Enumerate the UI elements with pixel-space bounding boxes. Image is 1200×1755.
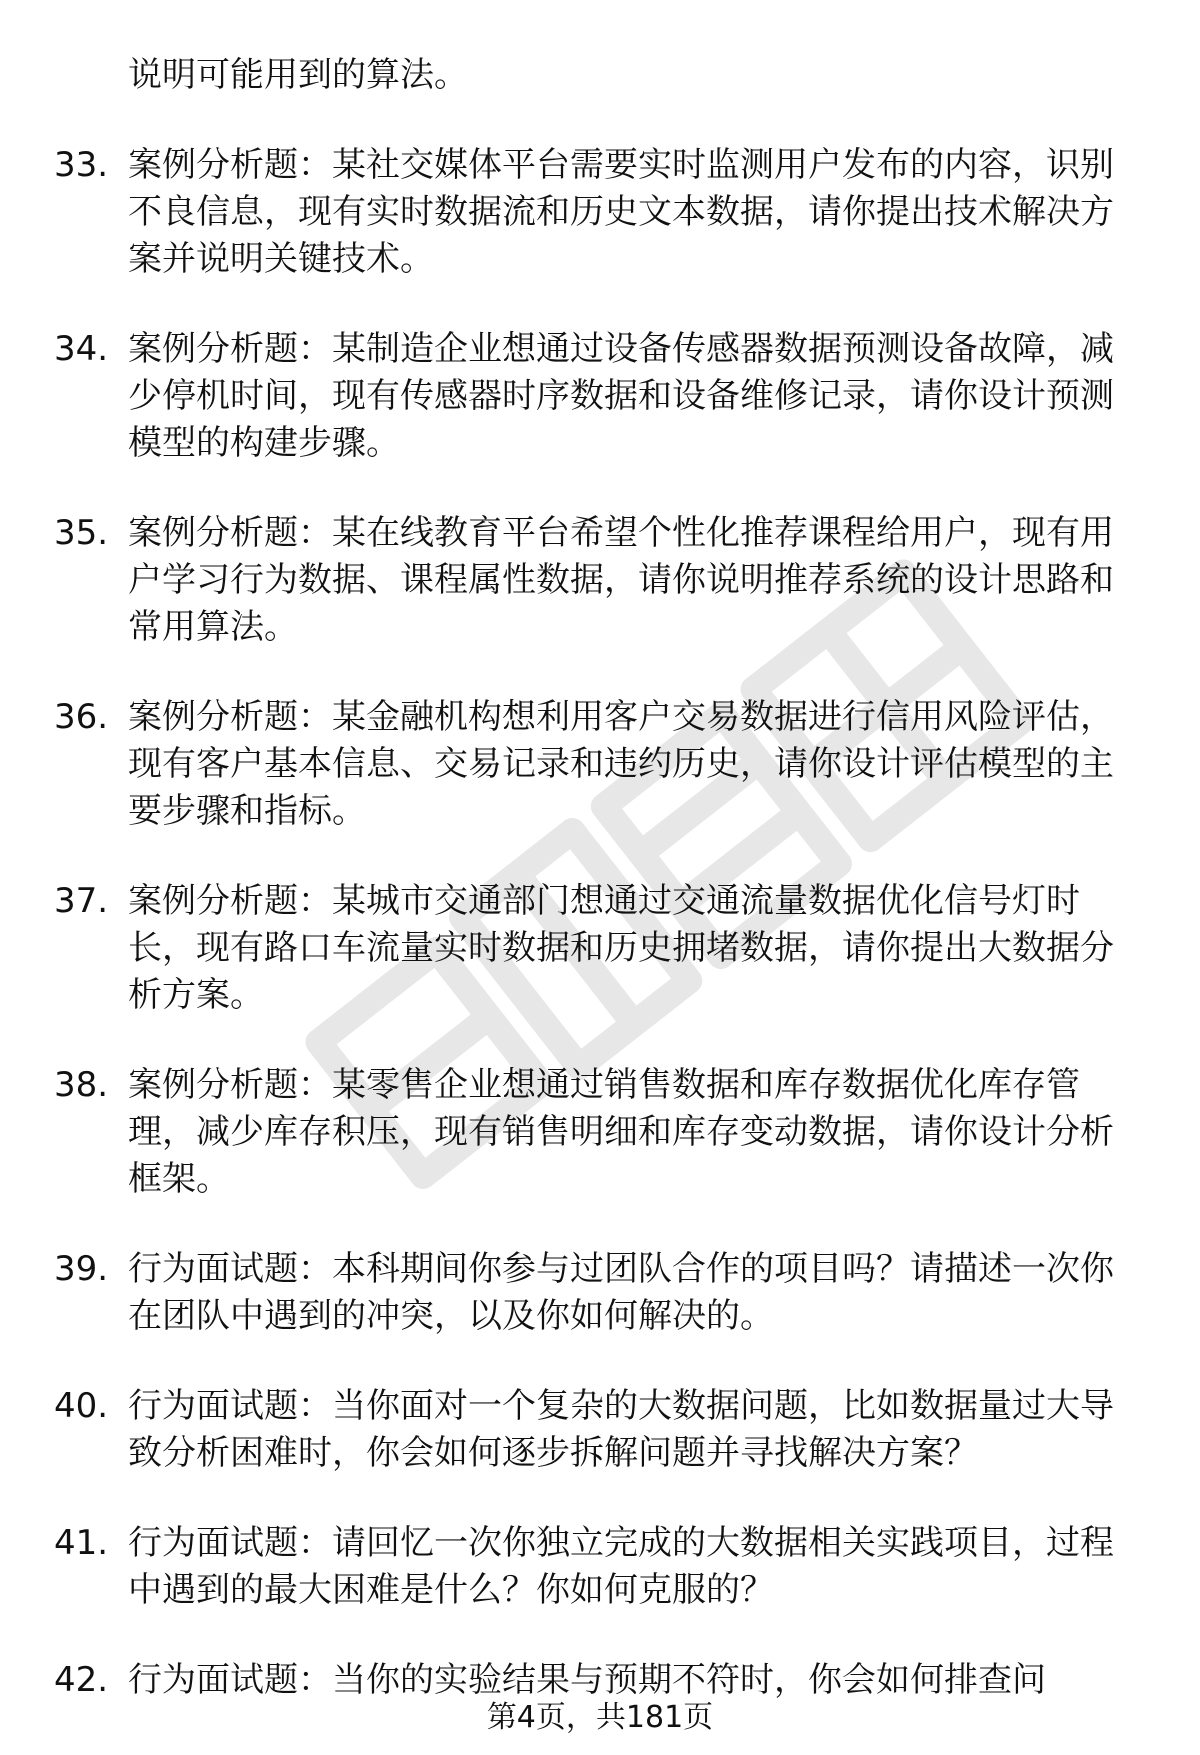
question-item — [54, 510, 1144, 651]
question-number: 38. — [54, 1065, 109, 1105]
page-footer: 第4页，共181页 — [486, 1700, 714, 1735]
question-text: 行为面试题：当你面对一个复杂的大数据问题，比如数据量过大导致分析困难时，你会如何逐步拆解问题并寻找解决方案？ — [128, 1386, 1114, 1473]
question-item — [54, 1246, 1144, 1340]
question-item — [54, 326, 1144, 467]
question-number: 37. — [54, 881, 109, 921]
question-item — [54, 1383, 1144, 1477]
question-text: 案例分析题：某金融机构想利用客户交易数据进行信用风险评估，现有客户基本信息、交易记录和违约历史，请你设计评估模型的主要步骤和指标。 — [128, 697, 1114, 831]
question-number: 40. — [54, 1386, 109, 1426]
question-item — [54, 1657, 1144, 1704]
question-text: 案例分析题：某零售企业想通过销售数据和库存数据优化库存管理，减少库存积压，现有销售明细和库存变动数据，请你设计分析框架。 — [128, 1065, 1114, 1199]
question-number: 39. — [54, 1249, 109, 1289]
question-text: 案例分析题：某社交媒体平台需要实时监测用户发布的内容，识别不良信息，现有实时数据流和历史文本数据，请你提出技术解决方案并说明关键技术。 — [128, 145, 1114, 279]
questions-list — [54, 52, 1144, 1747]
question-number: 33. — [54, 145, 109, 185]
question-number: 41. — [54, 1523, 109, 1563]
question-number: 36. — [54, 697, 109, 737]
question-number: 42. — [54, 1660, 109, 1700]
question-item — [54, 694, 1144, 835]
question-item — [54, 1062, 1144, 1203]
question-text: 行为面试题：本科期间你参与过团队合作的项目吗？请描述一次你在团队中遇到的冲突，以及你如何解决的。 — [128, 1249, 1114, 1336]
question-number: 34. — [54, 329, 109, 369]
question-item — [54, 142, 1144, 283]
question-item — [54, 878, 1144, 1019]
question-text: 案例分析题：某在线教育平台希望个性化推荐课程给用户，现有用户学习行为数据、课程属性数据，请你说明推荐系统的设计思路和常用算法。 — [128, 513, 1114, 647]
question-text: 案例分析题：某城市交通部门想通过交通流量数据优化信号灯时长，现有路口车流量实时数据和历史拥堵数据，请你提出大数据分析方案。 — [128, 881, 1114, 1015]
question-number: 35. — [54, 513, 109, 553]
question-text: 行为面试题：请回忆一次你独立完成的大数据相关实践项目，过程中遇到的最大困难是什么？你如何克服的？ — [128, 1523, 1114, 1610]
question-text: 案例分析题：某制造企业想通过设备传感器数据预测设备故障，减少停机时间，现有传感器时序数据和设备维修记录，请你设计预测模型的构建步骤。 — [128, 329, 1114, 463]
question-item — [54, 1520, 1144, 1614]
continuation-text: 说明可能用到的算法。 — [128, 55, 468, 95]
question-text: 行为面试题：当你的实验结果与预期不符时，你会如何排查问 — [128, 1660, 1046, 1700]
